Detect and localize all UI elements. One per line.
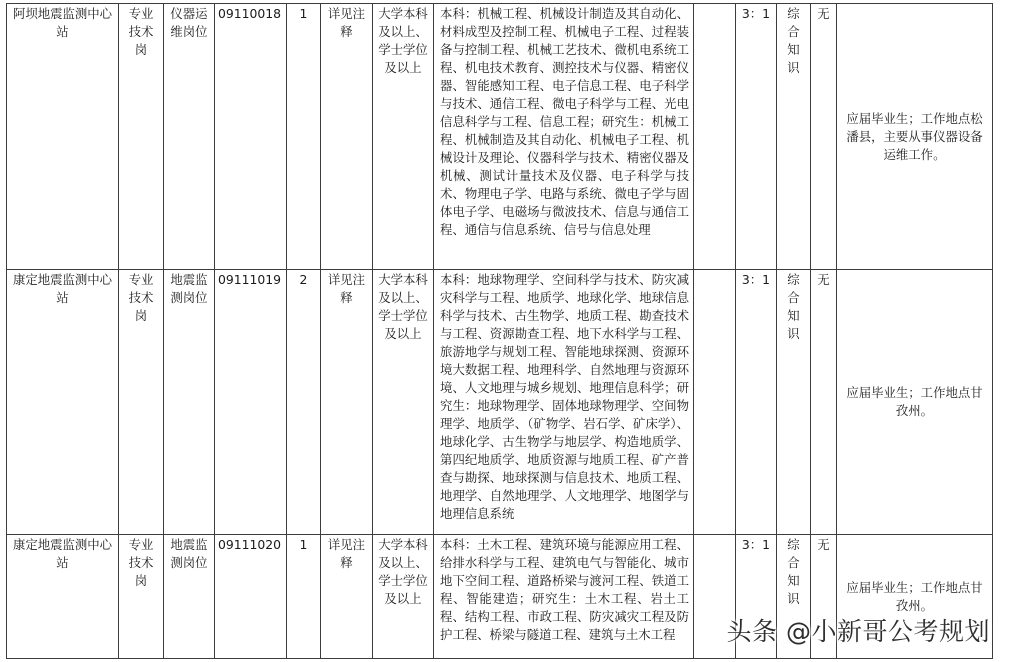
category-cell: 专业技术岗 <box>119 535 164 659</box>
major-cell: 本科：地球物理学、空间科学与技术、防灾减灾科学与工程、地质学、地球化学、地球信息科学与技术、古生物学、地质工程、勘查技术与工程、资源勘查工程、地下水科学与工程、旅游地学与规划工程、智能地球探测、资源环境大数据工程、地理科学、自然地理与资源环境、人文地理与城乡规划、地理信息科学；研究生：地球物理学、固体地球物理学、空间物理学、地质学、（矿物学、岩石学、矿床学）、地球化学、古生物学与地层学、构造地质学、第四纪地质学、地质资源与地质工程、矿产普查与勘探、地球探测与信息技术、地质工程、地理学、自然地理学、人文地理学、地图学与地理信息系统 <box>434 270 694 535</box>
education-cell: 大学本科及以上、学士学位及以上 <box>373 270 434 535</box>
remark-cell: 应届毕业生；工作地点松潘县，主要从事仪器设备运维工作。 <box>837 4 993 270</box>
ratio-cell: 3：1 <box>736 270 777 535</box>
subject-cell: 综合知识 <box>777 535 811 659</box>
education-cell: 大学本科及以上、学士学位及以上 <box>373 535 434 659</box>
subject-cell: 综合知识 <box>777 270 811 535</box>
other-cell: 无 <box>811 535 837 659</box>
subject-cell: 综合知识 <box>777 4 811 270</box>
watermark-text: 头条 @小新哥公考规划 <box>726 617 990 646</box>
code-cell: 09111019 <box>215 270 287 535</box>
major-cell: 本科：土木工程、建筑环境与能源应用工程、给排水科学与工程、建筑电气与智能化、城市地下空间工程、道路桥梁与渡河工程、铁道工程、智能建造；研究生：土木工程、岩土工程、结构工程、市政工程、防灾减灾工程及防护工程、桥梁与隧道工程、建筑与土木工程 <box>434 535 694 659</box>
exam-cell: 详见注释 <box>321 270 373 535</box>
ratio-cell: 3：1 <box>736 535 777 659</box>
unit-cell: 阿坝地震监测中心站 <box>7 4 119 270</box>
other-cell: 无 <box>811 4 837 270</box>
table-row <box>7 4 993 270</box>
remark-cell: 应届毕业生；工作地点甘孜州。 <box>837 535 993 659</box>
position-cell: 地震监测岗位 <box>164 270 215 535</box>
education-cell: 大学本科及以上、学士学位及以上 <box>373 4 434 270</box>
position-cell: 仪器运维岗位 <box>164 4 215 270</box>
table-row <box>7 270 993 535</box>
category-cell: 专业技术岗 <box>119 270 164 535</box>
empty-cell <box>694 4 736 270</box>
code-cell: 09110018 <box>215 4 287 270</box>
count-cell: 1 <box>287 535 321 659</box>
category-cell: 专业技术岗 <box>119 4 164 270</box>
recruitment-table <box>6 3 993 659</box>
count-cell: 1 <box>287 4 321 270</box>
exam-cell: 详见注释 <box>321 535 373 659</box>
count-cell: 2 <box>287 270 321 535</box>
ratio-cell: 3：1 <box>736 4 777 270</box>
empty-cell <box>694 270 736 535</box>
major-cell: 本科：机械工程、机械设计制造及其自动化、材料成型及控制工程、机械电子工程、过程装备与控制工程、机械工艺技术、微机电系统工程、机电技术教育、测控技术与仪器、精密仪器、智能感知工程、电子信息工程、电子科学与技术、通信工程、微电子科学与工程、光电信息科学与工程、信息工程；研究生：机械工程、机械制造及其自动化、机械电子工程、机械设计及理论、仪器科学与技术、精密仪器及机械、测试计量技术及仪器、电子科学与技术、物理电子学、电路与系统、微电子学与固体电子学、电磁场与微波技术、信息与通信工程、通信与信息系统、信号与信息处理 <box>434 4 694 270</box>
unit-cell: 康定地震监测中心站 <box>7 270 119 535</box>
exam-cell: 详见注释 <box>321 4 373 270</box>
remark-cell: 应届毕业生；工作地点甘孜州。 <box>837 270 993 535</box>
unit-cell: 康定地震监测中心站 <box>7 535 119 659</box>
other-cell: 无 <box>811 270 837 535</box>
position-cell: 地震监测岗位 <box>164 535 215 659</box>
code-cell: 09111020 <box>215 535 287 659</box>
